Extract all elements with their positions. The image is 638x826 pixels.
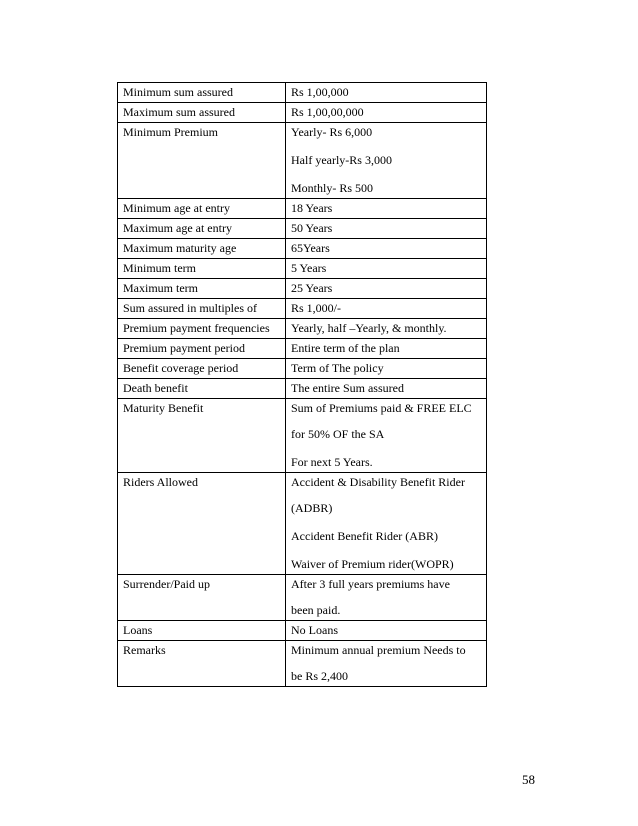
row-value [286,259,487,279]
table-row [118,103,487,123]
row-label: Surrender/Paid up [118,575,286,621]
row-label: Death benefit [118,379,286,399]
value-line: Accident & Disability Benefit Rider [291,475,465,489]
value-line: Yearly- Rs 6,000 [291,125,373,139]
row-label: Maximum maturity age [118,239,286,259]
row-label: Minimum Premium [118,123,286,199]
value-line: be Rs 2,400 [291,669,348,683]
row-label: Minimum age at entry [118,199,286,219]
value-line: Waiver of Premium rider(WOPR) [291,557,454,571]
table-row [118,299,487,319]
row-value [286,575,487,621]
value-line: Half yearly-Rs 3,000 [291,153,392,167]
table-row [118,279,487,299]
value-line: Rs 1,00,000 [291,85,349,99]
table-row [118,473,487,575]
table-row [118,359,487,379]
row-label: Maximum age at entry [118,219,286,239]
value-line: 18 Years [291,201,333,215]
row-value [286,473,487,575]
row-label: Maximum term [118,279,286,299]
table-row [118,219,487,239]
value-line: For next 5 Years. [291,455,373,469]
value-line: 5 Years [291,261,327,275]
row-label: Maximum sum assured [118,103,286,123]
table-row [118,641,487,687]
row-value [286,359,487,379]
row-value [286,123,487,199]
row-label: Sum assured in multiples of [118,299,286,319]
value-line: Entire term of the plan [291,341,400,355]
value-line: Monthly- Rs 500 [291,181,374,195]
value-line: Rs 1,00,00,000 [291,105,364,119]
row-label: Remarks [118,641,286,687]
table-row [118,399,487,473]
table-row [118,339,487,359]
row-label: Minimum sum assured [118,83,286,103]
table-row [118,379,487,399]
row-value [286,279,487,299]
table-row [118,199,487,219]
row-label: Minimum term [118,259,286,279]
value-line: Yearly, half –Yearly, & monthly. [291,321,447,335]
table-row [118,575,487,621]
table-row [118,83,487,103]
value-line: 50 Years [291,221,333,235]
value-line: 65Years [291,241,330,255]
row-value [286,83,487,103]
value-line: The entire Sum assured [291,381,404,395]
row-value [286,399,487,473]
value-line: (ADBR) [291,501,333,515]
row-label: Maturity Benefit [118,399,286,473]
table-row [118,621,487,641]
value-line: been paid. [291,603,341,617]
row-label: Premium payment frequencies [118,319,286,339]
value-line: Term of The policy [291,361,384,375]
row-label: Loans [118,621,286,641]
table-row [118,319,487,339]
value-line: Sum of Premiums paid & FREE ELC [291,401,472,415]
row-value [286,339,487,359]
table-row [118,123,487,199]
value-line: Rs 1,000/- [291,301,342,315]
row-value [286,103,487,123]
row-label: Riders Allowed [118,473,286,575]
row-label: Benefit coverage period [118,359,286,379]
row-value [286,379,487,399]
row-value [286,641,487,687]
row-value [286,219,487,239]
value-line: 25 Years [291,281,333,295]
value-line: Accident Benefit Rider (ABR) [291,529,438,543]
value-line: No Loans [291,623,338,637]
table-row [118,239,487,259]
value-line: Minimum annual premium Needs to [291,643,466,657]
page-number: 58 [522,772,535,787]
row-label: Premium payment period [118,339,286,359]
policy-table-body [118,83,487,687]
row-value [286,199,487,219]
row-value [286,299,487,319]
value-line: for 50% OF the SA [291,427,385,441]
policy-details-table [117,82,487,687]
row-value [286,621,487,641]
row-value [286,239,487,259]
table-row [118,259,487,279]
value-line: After 3 full years premiums have [291,577,450,591]
row-value [286,319,487,339]
